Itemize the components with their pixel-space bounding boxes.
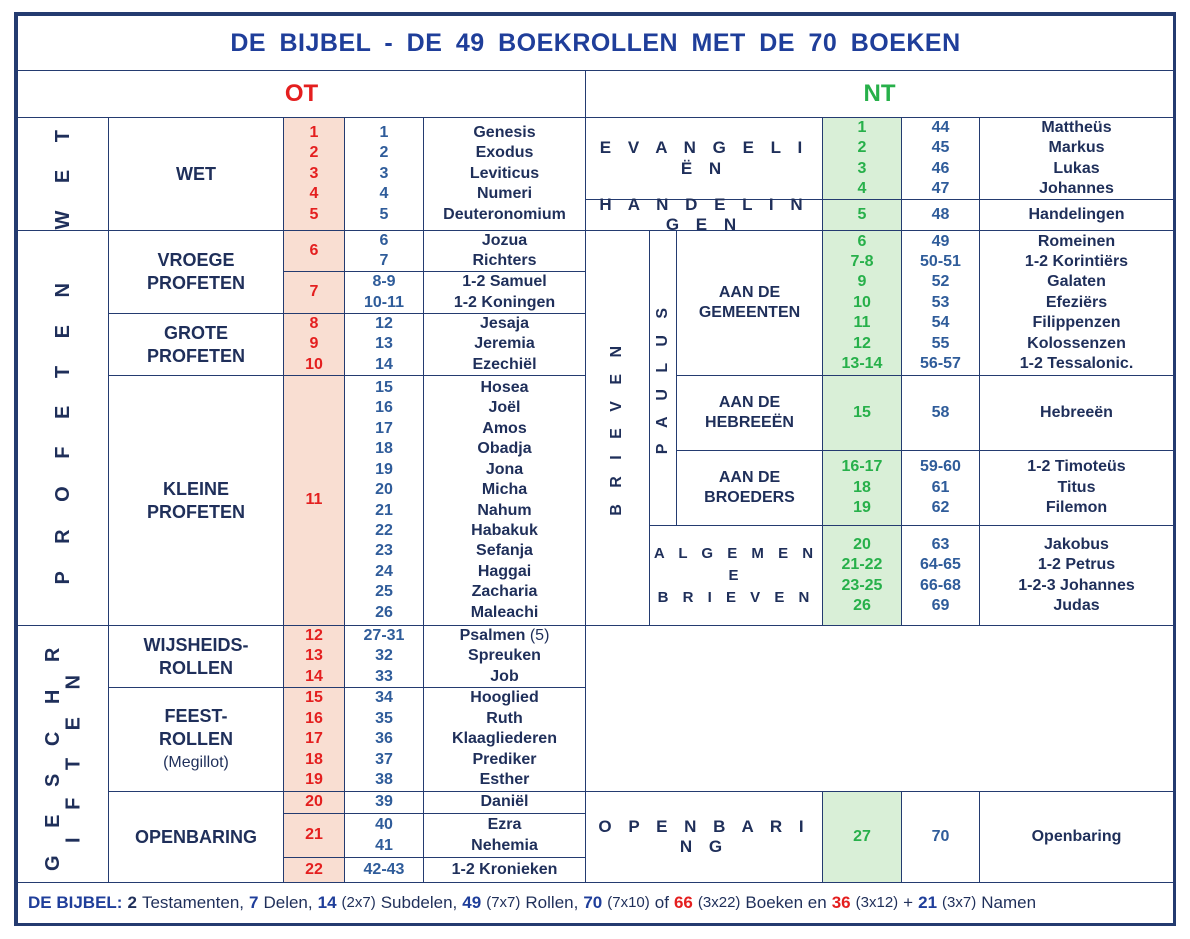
roll-number: 2 [857, 139, 867, 157]
roll-number: 11 [305, 491, 323, 509]
book-name: Romeinen [1037, 232, 1116, 250]
footer-number: 14 [317, 893, 337, 913]
footer-word: Subdelen, [380, 893, 458, 913]
book-number: 69 [931, 596, 950, 614]
book-name: Filemon [1045, 499, 1108, 517]
book-number: 18 [375, 440, 393, 458]
roll-number: 9 [857, 273, 867, 291]
section-label-profeten: P R O F E T E N [51, 271, 74, 585]
book-name: 1-2 Tessalonic. [1019, 355, 1134, 373]
nt-header [585, 70, 1173, 117]
empty-area [585, 625, 1173, 791]
book-number-cell-open3 [344, 857, 423, 882]
group-label: GROTE [163, 322, 228, 343]
nt-roll-cell-gemeenten [822, 230, 901, 375]
book-number: 23 [375, 542, 393, 560]
book-name: Jona [485, 460, 524, 478]
roll-number: 14 [305, 667, 323, 685]
book-number: 37 [375, 750, 393, 768]
group-openbaring [108, 791, 283, 882]
book-number-cell-grote [344, 313, 423, 375]
book-name: Mattheüs [1041, 118, 1112, 136]
book-number: 54 [931, 314, 950, 332]
nt-book-number-cell-handelingen [901, 199, 979, 230]
footer-number: 2 [127, 893, 137, 913]
footer-number: 7 [249, 893, 259, 913]
book-name-cell-vroege2 [423, 271, 585, 313]
roll-cell-open2 [283, 813, 344, 857]
roll-cell-vroege2 [283, 271, 344, 313]
book-number: 27-31 [363, 626, 405, 644]
footer-word: Boeken en [745, 893, 827, 913]
roll-cell-open1 [283, 791, 344, 813]
book-name: Ruth [486, 709, 523, 727]
book-name-text: Psalmen [459, 626, 526, 644]
roll-number: 16 [305, 709, 323, 727]
book-name: Galaten [1047, 273, 1106, 291]
label-openbaring [585, 791, 822, 882]
book-name: Efeziërs [1045, 293, 1108, 311]
book-name-cell-wijsheid [423, 625, 585, 687]
openbaring-label: O P E N B A R I N G [598, 816, 810, 856]
group-kleine [108, 375, 283, 625]
roll-number: 5 [309, 205, 319, 223]
footer-word: Rollen, [525, 893, 579, 913]
roll-number: 7 [309, 283, 319, 301]
book-name-cell-open2 [423, 813, 585, 857]
book-number: 45 [931, 139, 950, 157]
footer-number: 36 [831, 893, 851, 913]
book-name-cell-wet [423, 117, 585, 230]
book-number-cell-vroege1 [344, 230, 423, 271]
book-name: Leviticus [469, 164, 540, 182]
book-number: 2 [379, 144, 389, 162]
nt-book-number-cell-broeders [901, 450, 979, 525]
footer-factor: (2x7) [341, 894, 376, 912]
section-wet [17, 117, 108, 230]
book-name: Ezra [487, 816, 522, 834]
book-number: 61 [931, 478, 950, 496]
book-number: 15 [375, 379, 393, 397]
footer-number: 66 [673, 893, 693, 913]
book-name: Prediker [472, 750, 537, 768]
label-paulus [649, 230, 676, 525]
book-name: Joël [488, 399, 521, 417]
roll-number: 7-8 [850, 252, 874, 270]
book-name: Jeremia [474, 335, 535, 353]
book-number: 5 [379, 205, 389, 223]
book-number: 8-9 [372, 273, 396, 291]
gemeenten-label: AAN DE [718, 283, 781, 301]
group-label: WET [176, 163, 216, 184]
book-name: Haggai [477, 562, 532, 580]
nt-book-name-cell-evangelien [979, 117, 1173, 199]
psalm-note: (5) [525, 626, 550, 644]
footer-factor: (3x12) [855, 894, 899, 912]
book-name: Richters [472, 252, 537, 269]
book-number: 56-57 [920, 355, 961, 373]
roll-number: 13-14 [841, 355, 883, 373]
nt-book-name-cell-handelingen [979, 199, 1173, 230]
book-number: 40 [375, 816, 393, 834]
roll-number: 1 [857, 118, 867, 136]
book-name: Job [490, 667, 519, 685]
nt-book-number-cell-evangelien [901, 117, 979, 199]
book-number-cell-kleine [344, 375, 423, 625]
group-label: PROFETEN [146, 273, 245, 293]
book-name: 1-2 Samuel [462, 273, 547, 291]
book-number: 53 [931, 293, 950, 311]
handelingen-label: H A N D E L I N G E N [599, 194, 809, 234]
group-label: WIJSHEIDS- [143, 634, 249, 655]
footer-word: + [903, 893, 914, 913]
nt-book-name-cell-openbaring [979, 791, 1173, 882]
book-name: Maleachi [470, 603, 539, 621]
footer-factor: (3x7) [942, 894, 977, 912]
book-name: 1-2 Korintiërs [1024, 252, 1129, 270]
nt-book-number-cell-openbaring [901, 791, 979, 882]
footer-word: of [654, 893, 669, 913]
group-wijsheid [108, 625, 283, 687]
group-label: ROLLEN [159, 657, 233, 678]
book-name: Hosea [480, 379, 529, 397]
roll-cell-kleine [283, 375, 344, 625]
group-label: ROLLEN [159, 729, 233, 749]
book-number: 50-51 [920, 252, 961, 270]
book-number: 64-65 [920, 556, 961, 574]
book-number: 46 [931, 159, 950, 177]
book-name-cell-vroege1 [423, 230, 585, 271]
nt-roll-cell-handelingen [822, 199, 901, 230]
book-number: 22 [375, 521, 393, 539]
book-name: Habakuk [471, 521, 538, 539]
roll-number: 11 [853, 314, 871, 332]
book-number: 66-68 [920, 576, 961, 594]
label-gemeenten [676, 230, 822, 375]
roll-cell-wet [283, 117, 344, 230]
roll-number: 26 [853, 596, 871, 614]
book-name: Hebreeën [1040, 403, 1113, 421]
book-number: 26 [375, 603, 393, 621]
roll-number: 6 [309, 241, 319, 259]
book-number: 4 [379, 185, 389, 203]
book-number: 41 [375, 836, 393, 854]
book-name: Exodus [475, 144, 534, 162]
roll-number: 21-22 [841, 556, 883, 574]
bottom-edge [17, 924, 1173, 926]
book-number: 16 [375, 399, 393, 417]
footer-factor: (7x10) [607, 894, 650, 912]
roll-cell-wijsheid [283, 625, 344, 687]
roll-number: 8 [309, 314, 319, 332]
book-number-cell-vroege2 [344, 271, 423, 313]
book-name: Micha [481, 481, 528, 499]
book-name: Genesis [473, 123, 536, 141]
book-number: 14 [375, 355, 393, 373]
book-name-cell-grote [423, 313, 585, 375]
book-number: 32 [375, 647, 393, 665]
page-title: DE BIJBEL - DE 49 BOEKROLLEN MET DE 70 BOEKEN [230, 29, 961, 57]
roll-number: 19 [305, 771, 323, 789]
book-number: 44 [931, 118, 950, 136]
nt-book-name-cell-hebreeen [979, 375, 1173, 450]
book-number: 7 [379, 252, 389, 269]
book-name: Zacharia [471, 583, 538, 601]
book-number: 48 [931, 205, 950, 223]
summary-footer [17, 882, 1173, 924]
book-name-cell-feest [423, 687, 585, 791]
label-algemene [649, 525, 822, 625]
book-number-cell-wijsheid [344, 625, 423, 687]
hebreeen-label: AAN DE [718, 393, 781, 411]
nt-book-number-cell-algemene [901, 525, 979, 625]
book-name: 1-2-3 Johannes [1018, 576, 1135, 594]
hebreeen-label: HEBREEËN [705, 414, 794, 431]
roll-number: 20 [853, 535, 871, 553]
roll-number: 23-25 [841, 576, 883, 594]
book-number: 20 [375, 481, 393, 499]
book-number: 39 [375, 793, 393, 811]
book-number: 35 [375, 709, 393, 727]
book-name: Ezechiël [472, 355, 537, 373]
nt-book-name-cell-gemeenten [979, 230, 1173, 375]
book-number: 17 [375, 419, 393, 437]
roll-number: 5 [857, 205, 867, 223]
book-number: 55 [931, 334, 950, 352]
book-name: Klaagliederen [452, 730, 557, 748]
section-label-geschriften: G E S C H R I F T E N [41, 636, 84, 872]
book-name: Deuteronomium [443, 205, 566, 223]
book-name: Kolossenzen [1027, 334, 1126, 352]
ot-header [17, 70, 585, 117]
roll-number: 27 [853, 827, 871, 845]
section-geschriften [17, 625, 108, 882]
group-label: OPENBARING [134, 826, 257, 847]
group-label: PROFETEN [146, 345, 245, 366]
book-number: 38 [375, 771, 393, 789]
book-name: Judas [1053, 596, 1100, 614]
label-broeders [676, 450, 822, 525]
label-hebreeen [676, 375, 822, 450]
footer-factor: (3x22) [697, 894, 741, 912]
book-name: Sefanja [476, 542, 533, 560]
evangelien-label: E V A N G E L I Ë N [599, 138, 809, 178]
book-number: 10-11 [363, 293, 405, 311]
book-number-cell-feest [344, 687, 423, 791]
book-name: Amos [482, 419, 527, 437]
nt-book-name-cell-algemene [979, 525, 1173, 625]
roll-number: 12 [853, 334, 871, 352]
book-name: Daniël [480, 793, 529, 811]
footer-number: 70 [583, 893, 603, 913]
book-number: 49 [931, 232, 950, 250]
roll-number: 15 [305, 689, 323, 707]
book-number: 58 [931, 403, 950, 421]
book-name: Jozua [481, 231, 528, 249]
broeders-label: AAN DE [718, 468, 781, 486]
nt-book-number-cell-gemeenten [901, 230, 979, 375]
group-note: (Megillot) [163, 754, 229, 771]
book-name: Numeri [476, 185, 533, 203]
roll-number: 17 [305, 730, 323, 748]
footer-number: 49 [462, 893, 482, 913]
label-handelingen [585, 194, 822, 234]
book-number: 3 [379, 164, 389, 182]
paulus-label: P A U L U S [653, 301, 671, 455]
roll-number: 15 [853, 403, 871, 421]
book-name: Hooglied [470, 689, 539, 707]
roll-number: 12 [305, 626, 323, 644]
nt-roll-cell-hebreeen [822, 375, 901, 450]
book-name [460, 626, 550, 646]
gemeenten-label: GEMEENTEN [698, 304, 801, 321]
book-name: Jakobus [1044, 535, 1109, 553]
book-number: 1 [379, 123, 389, 141]
roll-number: 3 [309, 164, 319, 182]
roll-number: 1 [309, 123, 319, 141]
footer-word: Namen [981, 893, 1037, 913]
right-edge [1173, 70, 1175, 882]
roll-number: 13 [305, 647, 323, 665]
book-number: 63 [931, 535, 950, 553]
group-label: KLEINE [162, 478, 229, 499]
roll-number: 2 [309, 144, 319, 162]
group-grote [108, 313, 283, 375]
book-name-cell-kleine [423, 375, 585, 625]
book-number: 24 [375, 562, 393, 580]
roll-number: 4 [309, 185, 319, 203]
label-evangelien [585, 117, 822, 199]
roll-number: 10 [305, 355, 323, 373]
roll-number: 9 [309, 335, 319, 353]
book-name: Titus [1057, 478, 1096, 496]
roll-number: 18 [305, 750, 323, 768]
roll-number: 20 [305, 793, 323, 811]
broeders-label: BROEDERS [704, 489, 795, 506]
title-bar [17, 15, 1173, 70]
book-number: 59-60 [920, 458, 961, 476]
group-vroege [108, 230, 283, 313]
book-name: Filippenzen [1032, 314, 1121, 332]
book-number: 33 [375, 667, 393, 685]
roll-number: 3 [857, 159, 867, 177]
footer-lead: DE BIJBEL: [28, 893, 123, 913]
roll-number: 22 [305, 860, 323, 878]
group-label: FEEST- [164, 706, 228, 726]
roll-number: 18 [853, 478, 871, 496]
footer-factor: (7x7) [486, 894, 521, 912]
footer-number: 21 [918, 893, 938, 913]
algemene-label: B R I E V E N [657, 588, 815, 606]
roll-cell-feest [283, 687, 344, 791]
nt-roll-cell-evangelien [822, 117, 901, 199]
book-number: 42-43 [363, 860, 405, 878]
group-feest [108, 687, 283, 791]
book-number: 70 [931, 827, 950, 845]
roll-number: 16-17 [841, 458, 883, 476]
roll-number: 21 [305, 826, 323, 844]
book-name: Markus [1048, 139, 1105, 157]
brieven-label: B R I E V E N [608, 340, 626, 516]
roll-number: 10 [853, 293, 871, 311]
roll-number: 4 [857, 179, 867, 197]
book-name: Nehemia [471, 836, 538, 854]
book-number: 13 [375, 335, 393, 353]
book-number: 6 [379, 231, 389, 249]
book-number-cell-open1 [344, 791, 423, 813]
book-name: Openbaring [1031, 827, 1122, 845]
book-name-cell-open1 [423, 791, 585, 813]
nt-roll-cell-algemene [822, 525, 901, 625]
book-number: 62 [931, 499, 950, 517]
roll-cell-vroege1 [283, 230, 344, 271]
nt-book-number-cell-hebreeen [901, 375, 979, 450]
book-name-cell-open3 [423, 857, 585, 882]
roll-cell-grote [283, 313, 344, 375]
book-number-cell-wet [344, 117, 423, 230]
book-name: Obadja [477, 440, 532, 458]
book-number-cell-open2 [344, 813, 423, 857]
section-profeten [17, 230, 108, 625]
book-name: 1-2 Petrus [1037, 556, 1116, 574]
book-name: Esther [479, 771, 530, 789]
group-label: VROEGE [157, 250, 235, 270]
nt-header-label: NT [863, 79, 896, 107]
footer-word: Delen, [263, 893, 313, 913]
label-brieven [585, 230, 649, 625]
book-number: 36 [375, 730, 393, 748]
ot-header-label: OT [284, 79, 319, 107]
book-number: 25 [375, 583, 393, 601]
roll-cell-open3 [283, 857, 344, 882]
nt-roll-cell-openbaring [822, 791, 901, 882]
nt-roll-cell-broeders [822, 450, 901, 525]
book-name: 1-2 Kronieken [451, 860, 558, 878]
group-wet [108, 117, 283, 230]
nt-book-name-cell-broeders [979, 450, 1173, 525]
book-name: Spreuken [468, 647, 541, 665]
book-number: 47 [931, 179, 950, 197]
book-number: 19 [375, 460, 393, 478]
book-name: Nahum [477, 501, 532, 519]
book-name: Handelingen [1028, 205, 1125, 223]
algemene-label: A L G E M E N E [653, 544, 819, 584]
book-name: Jesaja [480, 314, 529, 332]
book-name: 1-2 Timoteüs [1027, 458, 1126, 476]
book-name: 1-2 Koningen [453, 293, 556, 311]
roll-number: 19 [853, 499, 871, 517]
book-number: 52 [931, 273, 950, 291]
book-number: 21 [375, 501, 393, 519]
section-label-wet: W E T [51, 118, 74, 230]
book-number: 12 [375, 314, 393, 332]
book-name: Lukas [1053, 159, 1100, 177]
group-label: PROFETEN [146, 501, 245, 522]
book-name: Johannes [1039, 179, 1114, 197]
roll-number: 6 [857, 232, 867, 250]
book-number: 34 [375, 689, 393, 707]
footer-word: Testamenten, [141, 893, 244, 913]
